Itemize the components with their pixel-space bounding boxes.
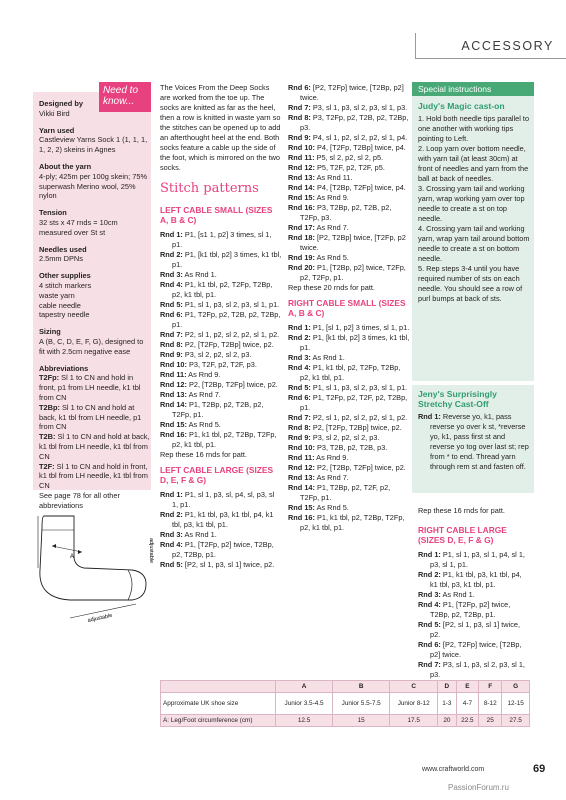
round-label: Rnd 13:	[288, 173, 315, 182]
round-row	[160, 540, 282, 560]
designed-by-heading: Designed by	[39, 99, 83, 108]
round-label: Rnd 19:	[288, 253, 315, 262]
about-yarn: 4-ply; 425m per 100g skein; 75% superwash Merino wool, 25% nylon	[39, 171, 148, 201]
special-instructions-title: Special instructions	[418, 84, 492, 94]
round-label: Rnd 13:	[160, 390, 187, 399]
round-instruction: As Rnd 5.	[314, 253, 349, 262]
round-row	[288, 183, 410, 193]
round-row	[160, 340, 282, 350]
round-label: Rnd 12:	[288, 463, 315, 472]
table-cell: 17.5	[390, 715, 438, 727]
round-row	[288, 333, 410, 353]
need-to-know-tab: Need to know...	[99, 82, 151, 112]
table-header-cell: G	[502, 681, 530, 693]
round-row	[288, 223, 410, 233]
round-label: Rnd 9:	[288, 433, 311, 442]
abbreviation	[39, 373, 151, 402]
round-row	[418, 600, 531, 620]
cast-off-title: Jeny's Surprisingly Stretchy Cast-Off	[418, 389, 497, 409]
round-instruction: P1, [T2Fp, p2] twice, T2Bp, p2, T2Bp, p1.	[172, 540, 274, 559]
round-instruction: P1, [sl 1, p2] 3 times, sl 1, p1.	[310, 323, 410, 332]
round-instruction: P1, sl 1, p3, sl 1, p4, sl 1, p3, sl 1, p1.	[430, 550, 525, 569]
abbreviation-key: T2Bp:	[39, 402, 60, 412]
header-rule	[415, 58, 566, 59]
abbreviation	[39, 403, 151, 432]
left-cable-large-rounds-cont	[288, 83, 410, 283]
table-cell: 20	[438, 715, 456, 727]
round-instruction: As Rnd 9.	[314, 193, 349, 202]
table-cell: 25	[479, 715, 502, 727]
judys-cast-on-title: Judy's Magic cast-on	[418, 101, 505, 111]
round-label: Rnd 4:	[160, 280, 183, 289]
round-instruction: P1, sl 1, p3, sl 2, p3, sl 1, p1.	[182, 300, 280, 309]
round-row	[288, 143, 410, 153]
round-instruction: P1, k1 tbl, p3, k1 tbl, p4, k1 tbl, p3, k1 tbl, p1.	[172, 510, 274, 529]
abbreviation-meaning: Sl 1 to CN and hold at back, k1 tbl from LH needle, p1 from CN	[39, 402, 142, 432]
round-instruction: P1, T2Fp, p2, T2B, p2, T2Bp, p1.	[172, 310, 281, 329]
round-row	[288, 353, 410, 363]
round-instruction: P4, [T2Fp, T2Bp] twice, p4.	[314, 143, 406, 152]
repeat-note: Rep these 16 rnds for patt.	[418, 506, 505, 515]
round-instruction: As Rnd 9.	[314, 453, 349, 462]
tension: 32 sts x 47 rnds = 10cm measured over St st	[39, 217, 118, 237]
arrow-a-left	[52, 544, 56, 548]
round-row	[160, 280, 282, 300]
round-label: Rnd 1:	[160, 230, 183, 239]
round-label: Rnd 13:	[288, 473, 315, 482]
round-instruction: As Rnd 7.	[314, 223, 349, 232]
round-instruction: P5, sl 2, p2, sl 2, p5.	[314, 153, 384, 162]
round-instruction: P2, [T2Fp, T2Bp] twice, p2.	[310, 423, 402, 432]
designer: Vikki Bird	[39, 108, 70, 118]
table-header-cell: F	[479, 681, 502, 693]
round-row	[288, 253, 410, 263]
round-instruction: P1, k1 tbl, p2, T2Bp, T2Fp, p2, k1 tbl, p1.	[300, 513, 405, 532]
round-row	[288, 413, 410, 423]
round-label: Rnd 5:	[160, 560, 183, 569]
step: 3. Crossing yarn tail and working yarn, wrap working yarn over top needle to create a st on top needle.	[418, 184, 525, 223]
round-label: Rnd 2:	[418, 570, 441, 579]
round-instruction: [P2, T2Bp] twice, [T2Fp, p2 twice.	[300, 233, 406, 252]
round-label: Rnd 11:	[288, 153, 315, 162]
round-instruction: P1, T2Bp, p2, T2B, p2, T2Fp, p1.	[172, 400, 264, 419]
round-instruction: P1, sl 1, p3, sl, p4, sl, p3, sl 1, p1.	[172, 490, 275, 509]
round-row	[288, 383, 410, 393]
left-cable-large-title: LEFT CABLE LARGE (SIZES D, E, F & G)	[160, 465, 274, 485]
toe-curve	[128, 570, 132, 600]
round-row	[288, 113, 410, 133]
round-row	[288, 483, 410, 503]
round-row	[288, 423, 410, 433]
pattern-column-1	[160, 83, 282, 570]
round-instruction: As Rnd 7.	[314, 473, 349, 482]
need-to-know-content	[39, 99, 151, 517]
round-row	[288, 133, 410, 143]
stitch-patterns-title: Stitch patterns	[160, 181, 259, 196]
round-instruction: P3, sl 2, p2, sl 2, p3.	[182, 350, 252, 359]
table-cell: Approximate UK shoe size	[161, 693, 276, 715]
judys-cast-on	[418, 101, 531, 304]
round-label: Rnd 1:	[418, 550, 441, 559]
pattern-column-2	[288, 83, 410, 533]
step: 4. Crossing yarn tail and working yarn, wrap yarn tail around bottom needle to create a st on bottom needle.	[418, 224, 530, 263]
round-label: Rnd 4:	[288, 363, 311, 372]
table-cell: 27.5	[502, 715, 530, 727]
see-page-note: See page 78 for all other abbreviations	[39, 490, 120, 510]
round-row	[418, 620, 531, 640]
repeat-note: Rep these 20 rnds for patt.	[288, 283, 375, 292]
round-instruction: As Rnd 1.	[182, 530, 217, 539]
round-label: Rnd 15:	[288, 193, 315, 202]
right-cable-small-rounds	[288, 323, 410, 533]
round-label: Rnd 1:	[160, 490, 183, 499]
about-yarn-heading: About the yarn	[39, 161, 92, 171]
round-instruction: P2, sl 1, p2, sl 2, p2, sl 1, p2.	[310, 413, 408, 422]
round-row	[288, 153, 410, 163]
round-instruction: As Rnd 1.	[310, 353, 345, 362]
table-cell: Junior 3.5-4.5	[276, 693, 333, 715]
round-instruction: P1, T2Fp, p2, T2F, p2, T2Bp, p1.	[300, 393, 408, 412]
abbreviation-key: T2Fp:	[39, 373, 60, 383]
round-label: Rnd 12:	[288, 163, 315, 172]
round-row	[160, 490, 282, 510]
round-instruction: P1, k1 tbl, p2, T2Bp, T2Fp, p2, k1 tbl, p1.	[172, 430, 277, 449]
round-label: Rnd 17:	[288, 223, 315, 232]
round-instruction: As Rnd 5.	[314, 503, 349, 512]
supply-item: tapestry needle	[39, 310, 90, 320]
round-row	[160, 230, 282, 250]
round-row	[160, 270, 282, 280]
round-row	[418, 570, 531, 590]
round-row	[160, 360, 282, 370]
section-header	[415, 33, 566, 59]
round-label: Rnd 12:	[160, 380, 187, 389]
round-row	[418, 590, 531, 600]
label-adjustable-foot: adjustable	[87, 612, 113, 624]
round-row	[288, 233, 410, 253]
round-row	[160, 420, 282, 430]
round-instruction: P1, k1 tbl, p2, T2Fp, T2Bp, p2, k1 tbl, p1.	[172, 280, 273, 299]
table-cell: Junior 5.5-7.5	[333, 693, 390, 715]
sock-diagram	[30, 508, 154, 626]
right-cable-large-title: RIGHT CABLE LARGE (SIZES D, E, F & G)	[418, 525, 507, 545]
round-instruction: [P2, sl 1, p3, sl 1] twice, p2.	[430, 620, 521, 639]
round-row	[288, 473, 410, 483]
abbreviation-meaning: Sl 1 to CN and hold at back, k1 tbl from LH needle, k1 tbl from CN	[39, 432, 150, 461]
round-instruction: P1, k1 tbl, p3, k1 tbl, p4, k1 tbl, p3, k1 tbl, p1.	[430, 570, 522, 589]
abbreviation-key: T2B:	[39, 432, 56, 442]
round-instruction: [P2, T2Fp] twice, [T2Bp, p2] twice.	[300, 83, 404, 102]
supply-item: waste yarn	[39, 290, 75, 300]
round-label: Rnd 1:	[418, 412, 441, 421]
round-instruction: Reverse yo, k1, pass reverse yo over k st, *reverse yo, k1, pass first st and reverse yo tog over last st; rep from * to end. Thread yarn through rem st and fasten off.	[430, 412, 529, 471]
round-label: Rnd 1:	[288, 323, 311, 332]
round-row	[418, 550, 531, 570]
header-tick	[415, 33, 416, 59]
round-label: Rnd 6:	[288, 393, 311, 402]
round-instruction: P3, T2B, p2, T2B, p3.	[314, 443, 388, 452]
table-row	[161, 693, 530, 715]
round-instruction: As Rnd 1.	[182, 270, 217, 279]
table-cell: 15	[333, 715, 390, 727]
table-header-cell: E	[456, 681, 479, 693]
round-instruction: P1, [T2Bp, p2] twice, T2Fp, p2, T2Fp, p1.	[300, 263, 406, 282]
round-row	[160, 530, 282, 540]
abbreviations-heading: Abbreviations	[39, 363, 89, 373]
round-label: Rnd 14:	[288, 183, 315, 192]
needles-heading: Needles used	[39, 244, 87, 254]
round-instruction: P2, [T2Bp, T2Fp] twice, p2.	[186, 380, 278, 389]
round-instruction: P3, sl 2, p2, sl 2, p3.	[310, 433, 380, 442]
abbreviations-list	[39, 373, 151, 491]
special-instructions-bar	[412, 82, 534, 96]
round-label: Rnd 16:	[288, 203, 315, 212]
round-row	[160, 430, 282, 450]
round-row	[288, 393, 410, 413]
round-label: Rnd 6:	[288, 83, 311, 92]
round-label: Rnd 3:	[288, 353, 311, 362]
round-instruction: As Rnd 7.	[186, 390, 221, 399]
sizing: A (B, C, D, E, F, G), designed to fit with 2.5cm negative ease	[39, 336, 144, 356]
round-instruction: P3, T2Bp, p2, T2B, p2, T2Fp, p3.	[300, 203, 392, 222]
round-label: Rnd 9:	[160, 350, 183, 359]
round-row	[160, 330, 282, 340]
yarn-used-heading: Yarn used	[39, 125, 75, 135]
round-label: Rnd 10:	[288, 443, 315, 452]
round-row	[160, 400, 282, 420]
table-cell: 4-7	[456, 693, 479, 715]
round-instruction: [P2, sl 1, p3, sl 1] twice, p2.	[182, 560, 275, 569]
round-row	[288, 193, 410, 203]
table-cell: 12-15	[502, 693, 530, 715]
round-label: Rnd 8:	[160, 340, 183, 349]
round-row	[288, 363, 410, 383]
round-row	[160, 350, 282, 360]
round-instruction: As Rnd 5.	[186, 420, 221, 429]
round-row	[160, 510, 282, 530]
round-label: Rnd 3:	[160, 530, 183, 539]
round-label: Rnd 7:	[288, 103, 311, 112]
round-instruction: P2, sl 1, p2, sl 2, p2, sl 1, p2.	[182, 330, 280, 339]
round-row	[160, 310, 282, 330]
round-label: Rnd 5:	[418, 620, 441, 629]
round-label: Rnd 2:	[288, 333, 311, 342]
round-instruction: P1, k1 tbl, p2, T2Fp, T2Bp, p2, k1 tbl, p1.	[300, 363, 401, 382]
supplies-heading: Other supplies	[39, 271, 91, 281]
abbreviation	[39, 462, 151, 491]
round-instruction: P1, [k1 tbl, p2] 3 times, k1 tbl, p1.	[300, 333, 410, 352]
round-instruction: P3, sl 1, p3, sl 2, p3, sl 1, p3.	[310, 103, 408, 112]
round-instruction: P4, [T2Bp, T2Fp] twice, p4.	[314, 183, 406, 192]
round-row	[418, 660, 531, 680]
table-cell: 8-12	[479, 693, 502, 715]
size-table	[160, 680, 530, 727]
round-instruction: P1, T2Bp, p2, T2F, p2, T2Fp, p1.	[300, 483, 391, 502]
round-label: Rnd 10:	[160, 360, 187, 369]
measure-a-line	[52, 546, 82, 552]
round-instruction: P1, [T2Fp, p2] twice, T2Bp, p2, T2Bp, p1.	[430, 600, 511, 619]
round-instruction: P3, T2F, p2, T2F, p3.	[186, 360, 257, 369]
round-row	[288, 443, 410, 453]
abbreviation-meaning: Sl 1 to CN and hold in front, p1 from LH needle, k1 tbl from CN	[39, 373, 141, 402]
round-label: Rnd 4:	[418, 600, 441, 609]
step: 5. Rep steps 3-4 until you have required number of sts on each needle. You should see a row of purl bumps at back of sts.	[418, 264, 523, 303]
yarn-used: Castleview Yarns Sock 1 (1, 1, 1, 1, 2, 2) skeins in Agnes	[39, 135, 148, 155]
watermark: PassionForum.ru	[448, 783, 509, 792]
right-cable-large-rounds	[418, 550, 531, 680]
round-row	[160, 560, 282, 570]
round-row	[288, 433, 410, 443]
round-label: Rnd 9:	[288, 133, 311, 142]
table-header-cell: C	[390, 681, 438, 693]
round-row	[418, 412, 531, 472]
round-label: Rnd 2:	[160, 510, 183, 519]
page-number: 69	[533, 763, 546, 775]
tension-heading: Tension	[39, 208, 67, 218]
supply-item: 4 stitch markers	[39, 280, 92, 290]
round-instruction: P2, [T2Bp, T2Fp] twice, p2.	[314, 463, 406, 472]
round-label: Rnd 3:	[160, 270, 183, 279]
round-label: Rnd 14:	[160, 400, 187, 409]
repeat-note: Rep these 16 rnds for patt.	[160, 450, 247, 459]
round-row	[160, 300, 282, 310]
table-cell: 22.5	[456, 715, 479, 727]
round-row	[418, 640, 531, 660]
table-row	[161, 715, 530, 727]
left-cable-small-rounds	[160, 230, 282, 450]
abbreviation-meaning: Sl 1 to CN and hold in front, k1 tbl from LH needle, k1 tbl from CN	[39, 461, 148, 491]
round-instruction: [P2, T2Fp] twice, [T2Bp, p2] twice.	[430, 640, 522, 659]
round-label: Rnd 15:	[160, 420, 187, 429]
round-label: Rnd 10:	[288, 143, 315, 152]
round-row	[288, 503, 410, 513]
table-header-cell	[161, 681, 276, 693]
round-instruction: P4, sl 1, p2, sl 2, p2, sl 1, p4.	[310, 133, 408, 142]
round-row	[160, 370, 282, 380]
round-instruction: P1, sl 1, p3, sl 2, p3, sl 1, p1.	[310, 383, 408, 392]
round-label: Rnd 18:	[288, 233, 315, 242]
round-row	[288, 173, 410, 183]
table-header-row	[161, 681, 530, 693]
round-label: Rnd 7:	[418, 660, 441, 669]
left-cable-large-rounds	[160, 490, 282, 570]
sizing-heading: Sizing	[39, 327, 61, 337]
round-label: Rnd 8:	[288, 423, 311, 432]
round-label: Rnd 5:	[160, 300, 183, 309]
round-instruction: P3, sl 1, p3, sl 2, p3, sl 1, p3.	[430, 660, 525, 679]
round-row	[288, 463, 410, 473]
round-label: Rnd 2:	[160, 250, 183, 259]
round-row	[288, 203, 410, 223]
label-a: A	[70, 554, 75, 560]
round-instruction: P2, [T2Fp, T2Bp] twice, p2.	[182, 340, 274, 349]
abbreviation-key: T2F:	[39, 461, 55, 471]
round-instruction: P1, [s1 1, p2] 3 times, sl 1, p1.	[172, 230, 272, 249]
round-label: Rnd 11:	[288, 453, 315, 462]
round-label: Rnd 16:	[288, 513, 315, 522]
label-adjustable-leg: adjustable	[148, 538, 154, 564]
round-row	[288, 263, 410, 283]
round-label: Rnd 5:	[288, 383, 311, 392]
table-cell: Junior 8-12	[390, 693, 438, 715]
abbreviation	[39, 432, 151, 461]
step: 1. Hold both needle tips parallel to one another with working tips pointing to Left.	[418, 114, 530, 143]
intro-paragraph: The Voices From the Deep Socks are worked from the toe up. The socks are knitted as far as the heel, then a row is knitted in waste yarn so the stitches can be opened up to add an afterthought heel at the end. Both socks feature a cable up the side of the foot, which is mirrored on the two socks.	[160, 83, 281, 172]
round-row	[160, 380, 282, 390]
round-row	[160, 390, 282, 400]
round-row	[288, 163, 410, 173]
sock-outline	[40, 516, 146, 600]
table-header-cell: B	[333, 681, 390, 693]
round-row	[288, 103, 410, 113]
round-label: Rnd 7:	[288, 413, 311, 422]
round-label: Rnd 11:	[160, 370, 187, 379]
table-cell: A: Leg/Foot circumference (cm)	[161, 715, 276, 727]
round-row	[288, 323, 410, 333]
stretchy-cast-off	[418, 389, 531, 472]
section-title: ACCESSORY	[461, 39, 554, 53]
round-label: Rnd 20:	[288, 263, 315, 272]
round-label: Rnd 7:	[160, 330, 183, 339]
round-label: Rnd 6:	[160, 310, 183, 319]
round-instruction: As Rnd 1.	[440, 590, 475, 599]
right-cable-large-section	[418, 506, 531, 680]
table-cell: 12.5	[276, 715, 333, 727]
round-row	[288, 453, 410, 463]
cast-off-rounds	[418, 412, 531, 472]
round-label: Rnd 8:	[288, 113, 311, 122]
round-label: Rnd 14:	[288, 483, 315, 492]
table-cell: 1-3	[438, 693, 456, 715]
right-cable-small-title: RIGHT CABLE SMALL (SIZES A, B & C)	[288, 298, 406, 318]
arrow-a-right	[78, 550, 82, 554]
round-instruction: As Rnd 9.	[186, 370, 221, 379]
table-header-cell: A	[276, 681, 333, 693]
round-row	[288, 83, 410, 103]
website-url: www.craftworld.com	[422, 766, 485, 773]
left-cable-small-title: LEFT CABLE SMALL (SIZES A, B & C)	[160, 205, 273, 225]
round-row	[160, 250, 282, 270]
round-row	[288, 513, 410, 533]
round-instruction: P3, T2Fp, p2, T2B, p2, T2Bp, p3.	[300, 113, 409, 132]
round-label: Rnd 15:	[288, 503, 315, 512]
round-instruction: As Rnd 11.	[314, 173, 353, 182]
round-label: Rnd 6:	[418, 640, 441, 649]
round-instruction: P5, T2F, p2, T2F, p5.	[314, 163, 385, 172]
round-label: Rnd 4:	[160, 540, 183, 549]
needles: 2.5mm DPNs	[39, 254, 83, 264]
round-instruction: P1, [k1 tbl, p2] 3 times, k1 tbl, p1.	[172, 250, 282, 269]
round-label: Rnd 3:	[418, 590, 441, 599]
round-label: Rnd 16:	[160, 430, 187, 439]
table-header-cell: D	[438, 681, 456, 693]
supply-item: cable needle	[39, 300, 81, 310]
step: 2. Loop yarn over bottom needle, with yarn tail (at least 30cm) at front of needles and yarn from the ball at back of needles.	[418, 144, 529, 183]
